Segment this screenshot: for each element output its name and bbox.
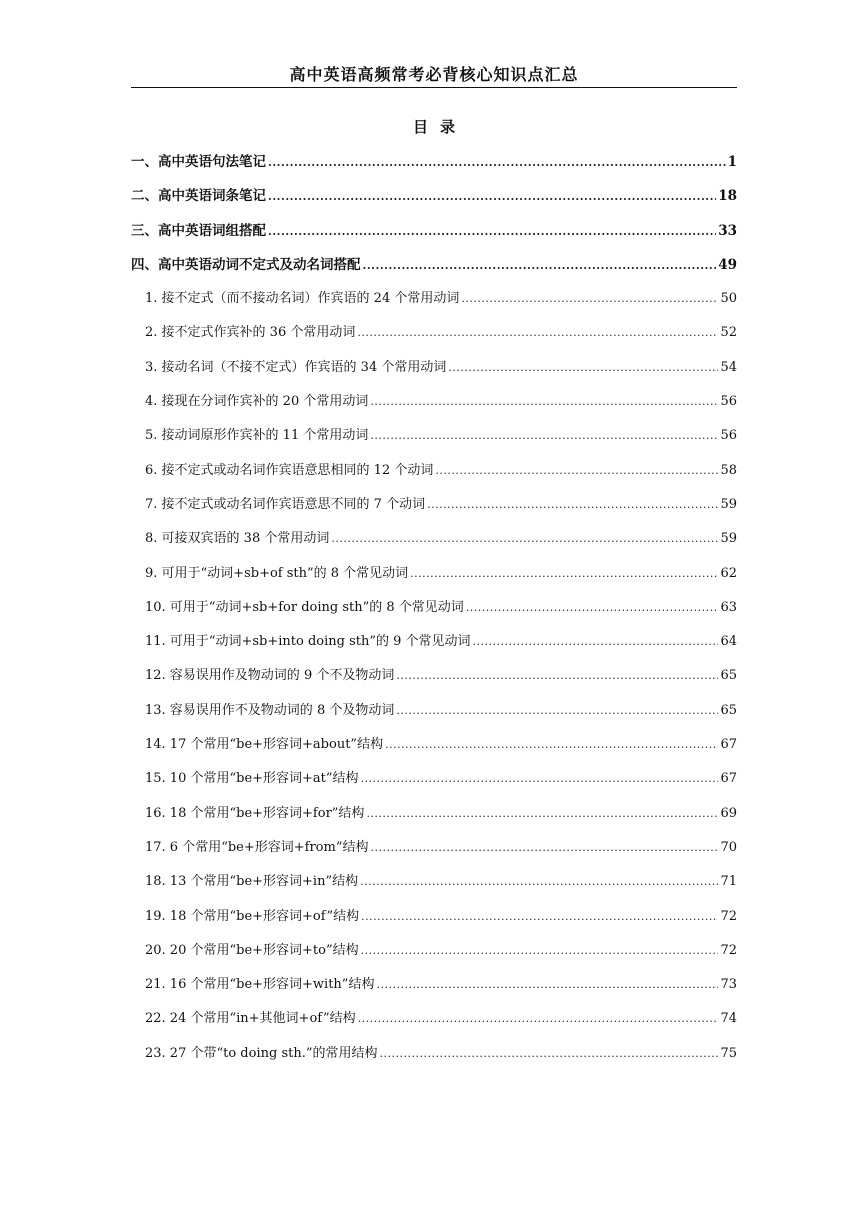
toc-entry-page-number: 33	[718, 222, 737, 239]
toc-dot-leader	[370, 428, 718, 443]
toc-dot-leader	[370, 394, 718, 409]
toc-entry-label: 11. 可用于“动词+sb+into doing sth”的 9 个常见动词	[145, 634, 471, 650]
toc-dot-leader	[396, 703, 718, 718]
toc-entry-page-number: 73	[720, 977, 737, 993]
toc-entry-page-number: 70	[720, 839, 737, 855]
toc-entry-label: 16. 18 个常用“be+形容词+for”结构	[145, 805, 365, 821]
toc-dot-leader	[370, 840, 718, 855]
toc-dot-leader	[448, 360, 718, 375]
toc-entry[interactable]	[131, 870, 737, 904]
toc-entry-label: 2. 接不定式作宾补的 36 个常用动词	[145, 325, 356, 341]
toc-entry-label: 3. 接动名词（不接不定式）作宾语的 34 个常用动词	[145, 359, 447, 375]
toc-entry[interactable]	[131, 630, 737, 664]
toc-entry[interactable]	[131, 836, 737, 870]
toc-entry-page-number: 71	[720, 874, 737, 890]
toc-entry[interactable]	[131, 356, 737, 390]
toc-entry[interactable]	[131, 390, 737, 424]
toc-entry-page-number: 52	[720, 325, 737, 341]
toc-entry-label: 18. 13 个常用“be+形容词+in”结构	[145, 874, 359, 890]
toc-dot-leader	[461, 291, 718, 306]
toc-dot-leader	[410, 566, 718, 581]
toc-title: 目录	[412, 118, 467, 136]
toc-entry[interactable]	[131, 287, 737, 321]
toc-entry[interactable]	[131, 973, 737, 1007]
toc-entry-page-number: 56	[720, 394, 737, 410]
toc-entry[interactable]	[131, 459, 737, 493]
toc-entry-page-number: 58	[720, 462, 737, 478]
toc-dot-leader	[357, 325, 718, 340]
toc-entry-page-number: 54	[720, 359, 737, 375]
toc-entry[interactable]	[131, 424, 737, 458]
toc-entry-label: 6. 接不定式或动名词作宾语意思相同的 12 个动词	[145, 462, 434, 478]
toc-entry-label: 一、高中英语句法笔记	[131, 154, 266, 170]
toc-entry-page-number: 67	[720, 771, 737, 787]
toc-entry-label: 23. 27 个带“to doing sth.”的常用结构	[145, 1045, 378, 1061]
toc-dot-leader	[331, 531, 718, 546]
toc-entry-page-number: 67	[720, 737, 737, 753]
toc-entry-label: 15. 10 个常用“be+形容词+at”结构	[145, 771, 359, 787]
toc-entry[interactable]	[131, 527, 737, 561]
toc-entry[interactable]	[131, 493, 737, 527]
toc-entry[interactable]	[131, 1042, 737, 1076]
toc-dot-leader	[473, 634, 719, 649]
toc-dot-leader	[358, 1011, 719, 1026]
toc-entry-page-number: 65	[720, 668, 737, 684]
toc-entry-label: 14. 17 个常用“be+形容词+about”结构	[145, 737, 384, 753]
toc-dot-leader	[361, 909, 718, 924]
toc-entry[interactable]	[131, 1007, 737, 1041]
toc-entry-label: 9. 可用于“动词+sb+of sth”的 8 个常见动词	[145, 565, 409, 581]
toc-entry-label: 21. 16 个常用“be+形容词+with”结构	[145, 977, 375, 993]
toc-dot-leader	[427, 497, 718, 512]
toc-entry-page-number: 50	[720, 291, 737, 307]
toc-entry[interactable]	[131, 596, 737, 630]
toc-entry-label: 20. 20 个常用“be+形容词+to”结构	[145, 942, 359, 958]
toc-entry-label: 19. 18 个常用“be+形容词+of”结构	[145, 908, 360, 924]
toc-entry[interactable]	[131, 184, 737, 218]
toc-entry[interactable]	[131, 664, 737, 698]
toc-entry-label: 7. 接不定式或动名词作宾语意思不同的 7 个动词	[145, 496, 426, 512]
toc-entry[interactable]	[131, 253, 737, 287]
toc-dot-leader	[466, 600, 719, 615]
toc-dot-leader	[396, 668, 718, 683]
toc-dot-leader	[435, 463, 718, 478]
toc-entry-page-number: 74	[720, 1011, 737, 1027]
toc-entry-page-number: 18	[718, 188, 737, 205]
toc-entry-page-number: 1	[727, 154, 737, 170]
toc-entry-label: 1. 接不定式（而不接动名词）作宾语的 24 个常用动词	[145, 291, 460, 307]
toc-entry-page-number: 63	[720, 599, 737, 615]
toc-entry-label: 三、高中英语词组搭配	[131, 222, 266, 239]
toc-entry-page-number: 59	[720, 496, 737, 512]
toc-entry[interactable]	[131, 562, 737, 596]
toc-entry[interactable]	[131, 219, 737, 253]
toc-dot-leader	[268, 154, 726, 170]
toc-dot-leader	[268, 188, 716, 204]
toc-entry[interactable]	[131, 939, 737, 973]
toc-entry[interactable]	[131, 733, 737, 767]
toc-entry-label: 5. 接动词原形作宾补的 11 个常用动词	[145, 428, 369, 444]
toc-dot-leader	[363, 257, 717, 273]
toc-entry-label: 8. 可接双宾语的 38 个常用动词	[145, 531, 330, 547]
toc-entry-label: 13. 容易误用作不及物动词的 8 个及物动词	[145, 702, 395, 718]
running-header: 高中英语高频常考必背核心知识点汇总	[289, 65, 579, 84]
toc-list	[131, 150, 737, 1076]
toc-entry-page-number: 59	[720, 531, 737, 547]
toc-entry-label: 22. 24 个常用“in+其他词+of”结构	[145, 1011, 356, 1027]
toc-entry-page-number: 56	[720, 428, 737, 444]
toc-dot-leader	[380, 1046, 719, 1061]
toc-entry-page-number: 72	[720, 942, 737, 958]
header-rule	[131, 87, 737, 88]
toc-entry-label: 4. 接现在分词作宾补的 20 个常用动词	[145, 394, 369, 410]
toc-entry-page-number: 72	[720, 908, 737, 924]
toc-entry[interactable]	[131, 905, 737, 939]
toc-entry-label: 12. 容易误用作及物动词的 9 个不及物动词	[145, 668, 395, 684]
toc-entry-page-number: 75	[720, 1045, 737, 1061]
toc-entry-page-number: 69	[720, 805, 737, 821]
toc-entry[interactable]	[131, 767, 737, 801]
toc-entry[interactable]	[131, 321, 737, 355]
toc-dot-leader	[361, 943, 719, 958]
toc-entry-label: 四、高中英语动词不定式及动名词搭配	[131, 256, 361, 273]
toc-entry-page-number: 49	[718, 256, 737, 273]
toc-entry[interactable]	[131, 150, 737, 184]
toc-dot-leader	[385, 737, 718, 752]
toc-entry[interactable]	[131, 699, 737, 733]
toc-dot-leader	[376, 977, 718, 992]
toc-dot-leader	[366, 806, 718, 821]
toc-entry-label: 17. 6 个常用“be+形容词+from”结构	[145, 839, 369, 855]
toc-entry-page-number: 65	[720, 702, 737, 718]
toc-dot-leader	[268, 223, 716, 239]
toc-entry-page-number: 62	[720, 565, 737, 581]
toc-entry-label: 10. 可用于“动词+sb+for doing sth”的 8 个常见动词	[145, 599, 464, 615]
toc-dot-leader	[360, 874, 718, 889]
toc-entry[interactable]	[131, 802, 737, 836]
toc-entry-page-number: 64	[720, 634, 737, 650]
toc-dot-leader	[361, 771, 719, 786]
toc-entry-label: 二、高中英语词条笔记	[131, 188, 266, 205]
